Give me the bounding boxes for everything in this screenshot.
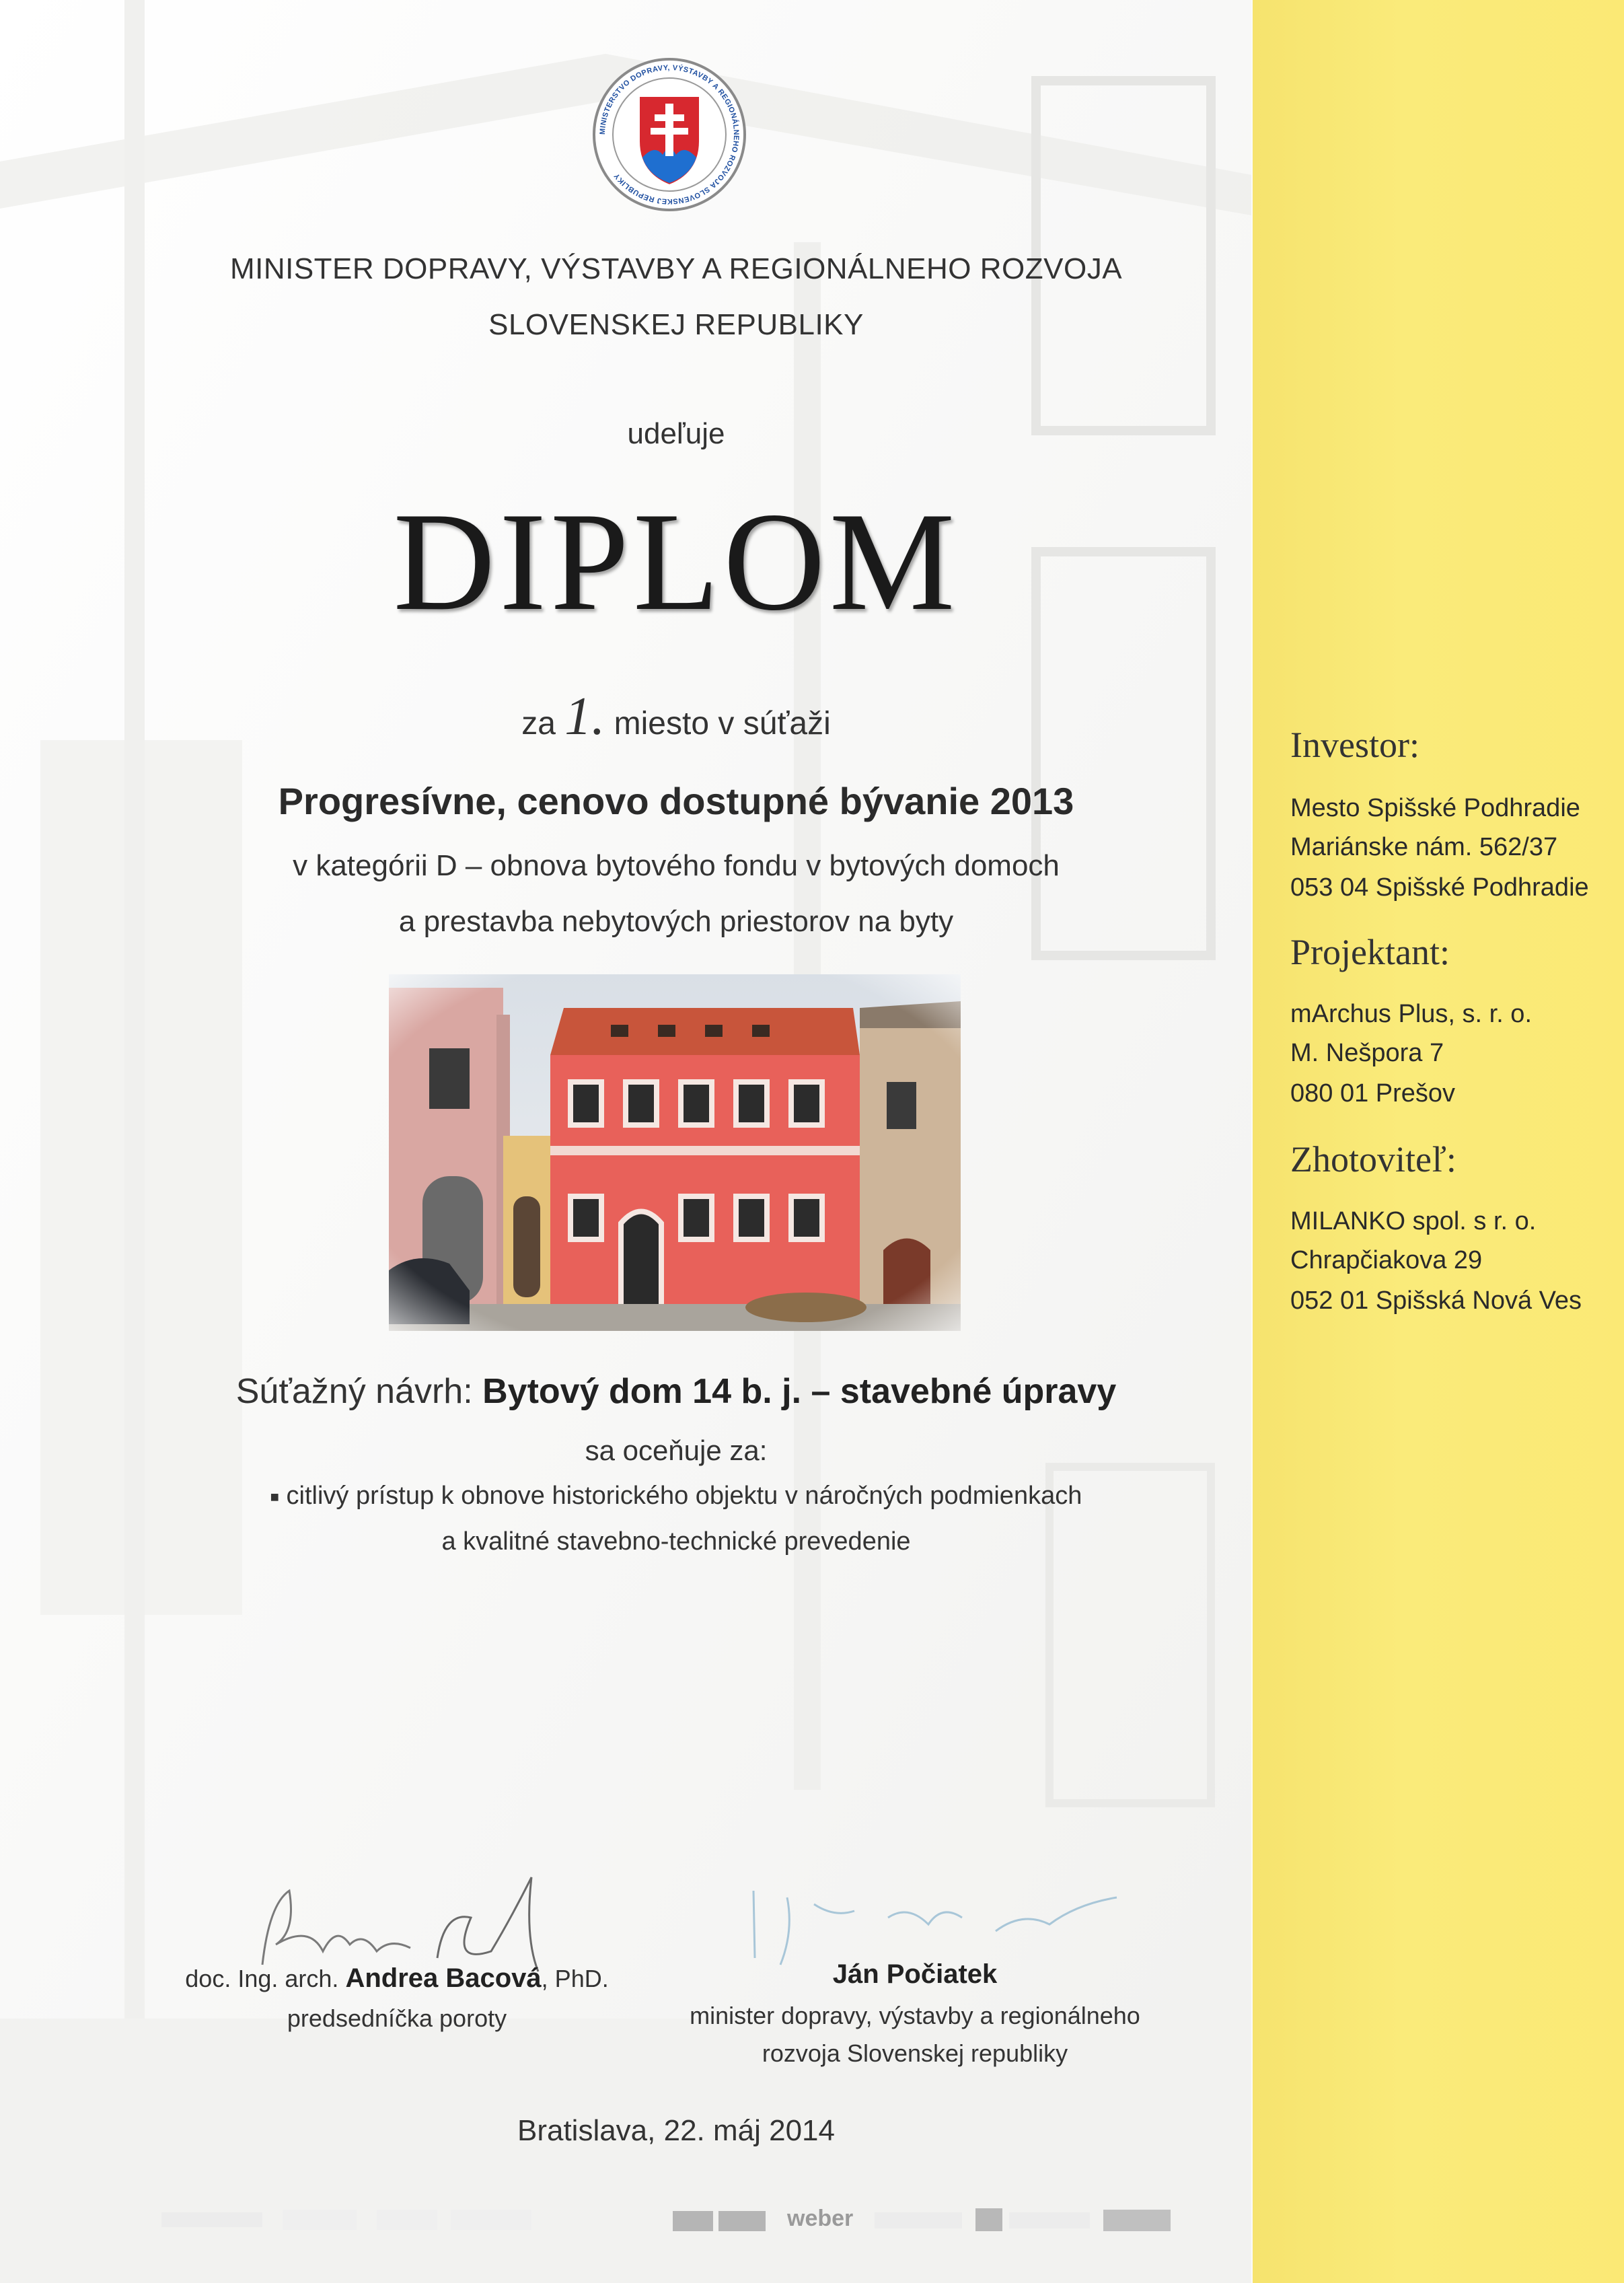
designer-line-1: mArchus Plus, s. r. o. <box>1290 1000 1532 1028</box>
left-signatory-suffix: , PhD. <box>541 1965 609 1992</box>
reason-text-1: citlivý prístup k obnove historického objektu v náročných podmienkach <box>286 1482 1082 1510</box>
left-signatory <box>168 1963 626 2033</box>
sponsor-logos <box>161 2192 1171 2246</box>
contractor-line-2: Chrapčiakova 29 <box>1290 1246 1483 1274</box>
place-and-date: Bratislava, 22. máj 2014 <box>517 2114 836 2147</box>
sponsor-logo <box>975 2208 1002 2231</box>
left-signatory-name: Andrea Bacová <box>345 1963 542 1993</box>
slovak-coat-of-arms-icon <box>638 96 700 186</box>
category-line-1: v kategórii D – obnova bytového fondu v bytových domoch <box>293 849 1060 882</box>
investor-line-2: Mariánske nám. 562/37 <box>1290 833 1558 861</box>
reason-line-2: a kvalitné stavebno-technické prevedenie <box>441 1527 911 1556</box>
designer-line-2: M. Nešpora 7 <box>1290 1039 1444 1067</box>
investor-heading: Investor: <box>1290 725 1419 765</box>
issuer-line-1: MINISTER DOPRAVY, VÝSTAVBY A REGIONÁLNEHO ROZVOJA <box>229 252 1123 285</box>
sponsor-logo <box>451 2210 531 2230</box>
place-suffix: miesto v súťaži <box>614 706 831 741</box>
designer-line-3: 080 01 Prešov <box>1290 1079 1456 1108</box>
sponsor-logo <box>718 2211 766 2231</box>
left-signatory-name-line <box>168 1963 626 1994</box>
right-signatory <box>673 1959 1157 2068</box>
bullet-icon: ■ <box>270 1488 279 1505</box>
entry-name: Bytový dom 14 b. j. – stavebné úpravy <box>482 1372 1117 1411</box>
designer-heading: Projektant: <box>1290 932 1450 972</box>
category-line-2: a prestavba nebytových priestorov na byty <box>398 905 954 938</box>
competition-name: Progresívne, cenovo dostupné bývanie 2013 <box>278 780 1074 822</box>
sponsor-logo <box>673 2211 713 2231</box>
sponsor-logo <box>1009 2212 1090 2228</box>
place-line <box>0 686 1352 748</box>
left-signatory-prefix: doc. Ing. arch. <box>185 1965 339 1992</box>
issuer-line-2: SLOVENSKEJ REPUBLIKY <box>488 308 864 341</box>
ministry-seal <box>590 55 749 214</box>
sponsor-logo <box>1103 2210 1171 2231</box>
place-prefix: za <box>521 706 556 741</box>
sponsor-logo <box>377 2210 437 2230</box>
building-photo <box>389 974 961 1331</box>
reason-line-1 <box>0 1482 1352 1511</box>
awarded-for: sa oceňuje za: <box>585 1435 768 1466</box>
right-signatory-name: Ján Počiatek <box>832 1959 998 1989</box>
place-number: 1. <box>564 687 605 746</box>
contractor-line-3: 052 01 Spišská Nová Ves <box>1290 1287 1582 1315</box>
right-signatory-role-2: rozvoja Slovenskej republiky <box>762 2039 1068 2067</box>
contractor-line-1: MILANKO spol. s r. o. <box>1290 1207 1537 1235</box>
entry-label: Súťažný návrh: <box>235 1372 473 1411</box>
investor-line-3: 053 04 Spišské Podhradie <box>1290 873 1589 902</box>
grants-text: udeľuje <box>627 417 725 450</box>
seal-ring-text: MINISTERSTVO DOPRAVY, VÝSTAVBY A REGIONÁLNEHO ROZVOJA SLOVENSKEJ REPUBLIKY <box>598 63 741 206</box>
sponsor-logo <box>283 2210 357 2230</box>
right-signatory-role-1: minister dopravy, výstavby a regionálneho <box>690 2002 1140 2029</box>
sponsor-logo <box>875 2212 962 2228</box>
diploma-title: DIPLOM <box>393 484 959 640</box>
entry-line <box>0 1371 1352 1412</box>
sponsor-logo-weber: weber <box>787 2206 854 2231</box>
investor-line-1: Mesto Spišské Podhradie <box>1290 794 1580 822</box>
sponsor-logo <box>161 2212 262 2227</box>
left-signatory-role: predsedníčka poroty <box>287 2004 507 2032</box>
contractor-heading: Zhotoviteľ: <box>1290 1139 1456 1180</box>
